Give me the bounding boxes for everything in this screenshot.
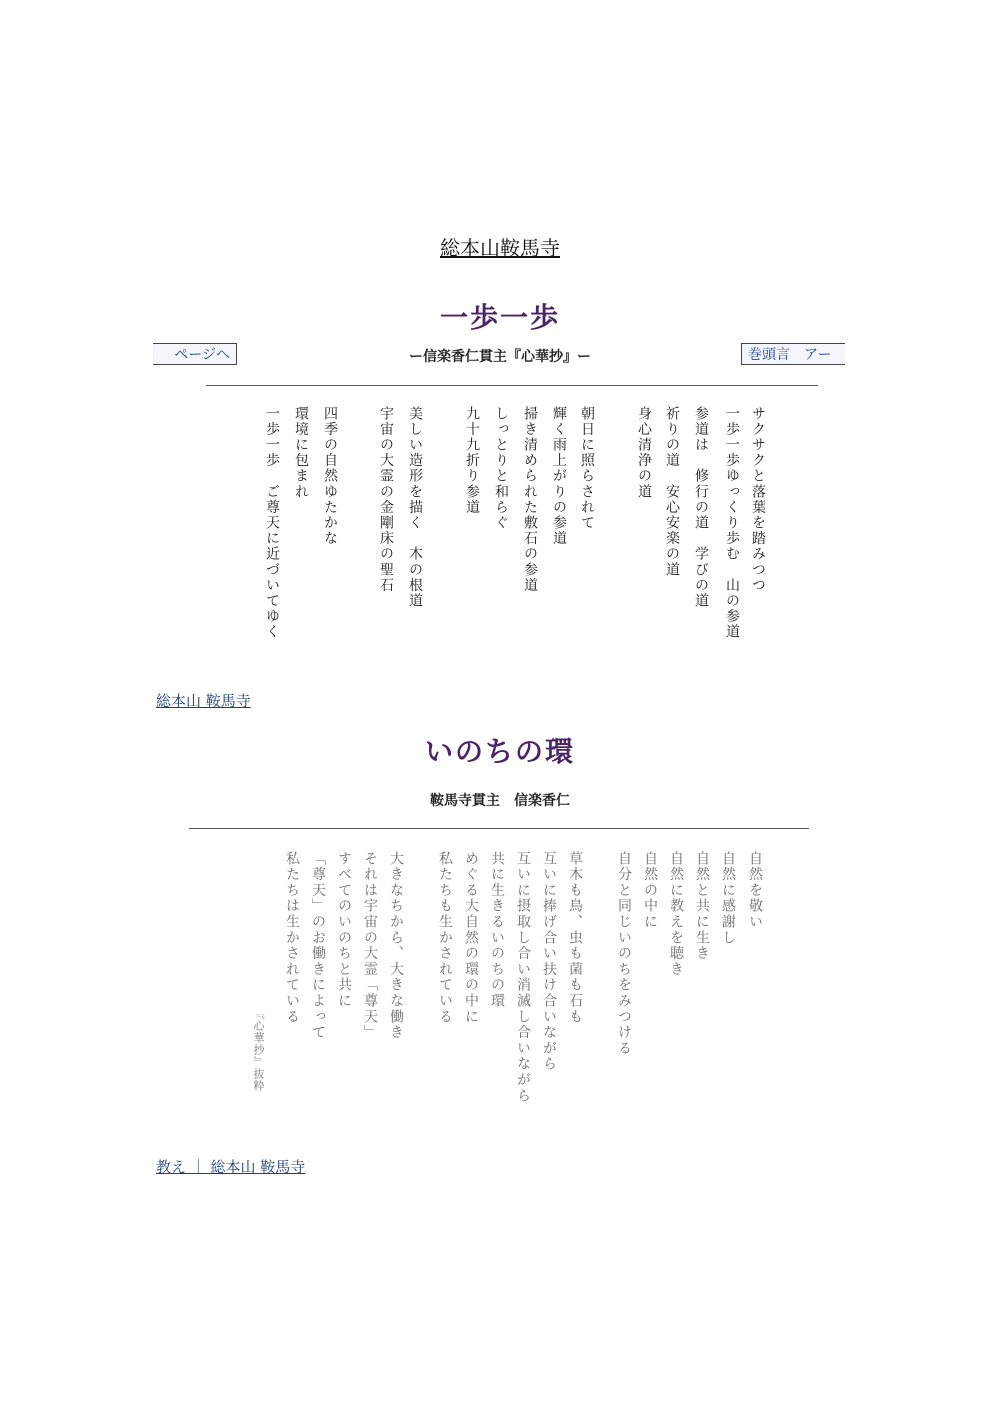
poem1-title: 一歩一歩 (439, 301, 560, 334)
prev-page-button[interactable]: ページへ (153, 343, 237, 365)
poem1-line: しっとりと和らぐ (493, 406, 509, 531)
temple-link[interactable]: 総本山 鞍馬寺 (156, 692, 251, 710)
poem2-line: 自然に教えを聴き (668, 851, 684, 978)
poem2-line: 互いに捧げ合い扶け合いながら (541, 851, 557, 1073)
poem2-line: 自然を敬い (747, 851, 763, 930)
poem2-line: 自分と同じいのちをみつける (616, 851, 632, 1057)
poem2-source: 『心華抄』抜粋 (252, 1008, 265, 1092)
poem1-line: 九十九折り参道 (464, 406, 480, 516)
poem1-line: サクサクと落葉を踏みつつ (750, 406, 766, 594)
poem2-line: 自然と共に生き (694, 851, 710, 962)
poem1-divider (206, 385, 818, 386)
poem1-line: 身心清浄の道 (636, 406, 652, 500)
poem2-line: 大きなちから、大きな働き (388, 851, 404, 1041)
poem1-line: 一歩一歩ゆっくり歩む 山の参道 (724, 406, 740, 640)
poem1-line: 環境に包まれ (293, 406, 309, 500)
poem2-line: 私たちは生かされている (284, 851, 300, 1025)
poem2-line: めぐる大自然の環の中に (463, 851, 479, 1025)
poem1-line: 美しい造形を描く 木の根道 (407, 406, 423, 609)
poem1-line: 祈りの道 安心安楽の道 (664, 406, 680, 578)
poem2-line: 「尊天」のお働きによって (310, 851, 326, 1041)
poem1-line: 一歩一歩 ご尊天に近づいてゆく (264, 406, 280, 640)
poem1-line: 宇宙の大霊の金剛床の聖石 (378, 406, 394, 594)
poem2-line: すべてのいのちと共に (336, 851, 352, 1009)
poem2-divider (189, 828, 809, 829)
poem1-line: 輝く雨上がりの参道 (551, 406, 567, 547)
poem2-line: 互いに摂取し合い消滅し合いながら (515, 851, 531, 1104)
poem2-line: それは宇宙の大霊「尊天」 (362, 851, 378, 1041)
teachings-link[interactable]: 教え ｜ 総本山 鞍馬寺 (156, 1158, 306, 1176)
poem2-line: 自然の中に (642, 851, 658, 930)
poem1-line: 参道は 修行の道 学びの道 (693, 406, 709, 609)
poem1-line: 掃き清められた敷石の参道 (522, 406, 538, 594)
poem2-line: 共に生きるいのちの環 (489, 851, 505, 1009)
poem2-title: いのちの環 (424, 735, 575, 768)
poem2-byline: 鞍馬寺貫主 信楽香仁 (430, 793, 570, 809)
poem1-line: 四季の自然ゆたかな (322, 406, 338, 547)
poem1-byline: ー信楽香仁貫主『心華抄』ー (409, 349, 591, 365)
poem2-line: 草木も鳥、虫も菌も石も (567, 851, 583, 1025)
foreword-button[interactable]: 巻頭言 アー (741, 343, 845, 365)
poem2-line: 私たちも生かされている (437, 851, 453, 1025)
poem2-line: 自然に感謝し (720, 851, 736, 946)
document-title: 総本山鞍馬寺 (440, 236, 560, 260)
poem1-line: 朝日に照らされて (579, 406, 595, 531)
